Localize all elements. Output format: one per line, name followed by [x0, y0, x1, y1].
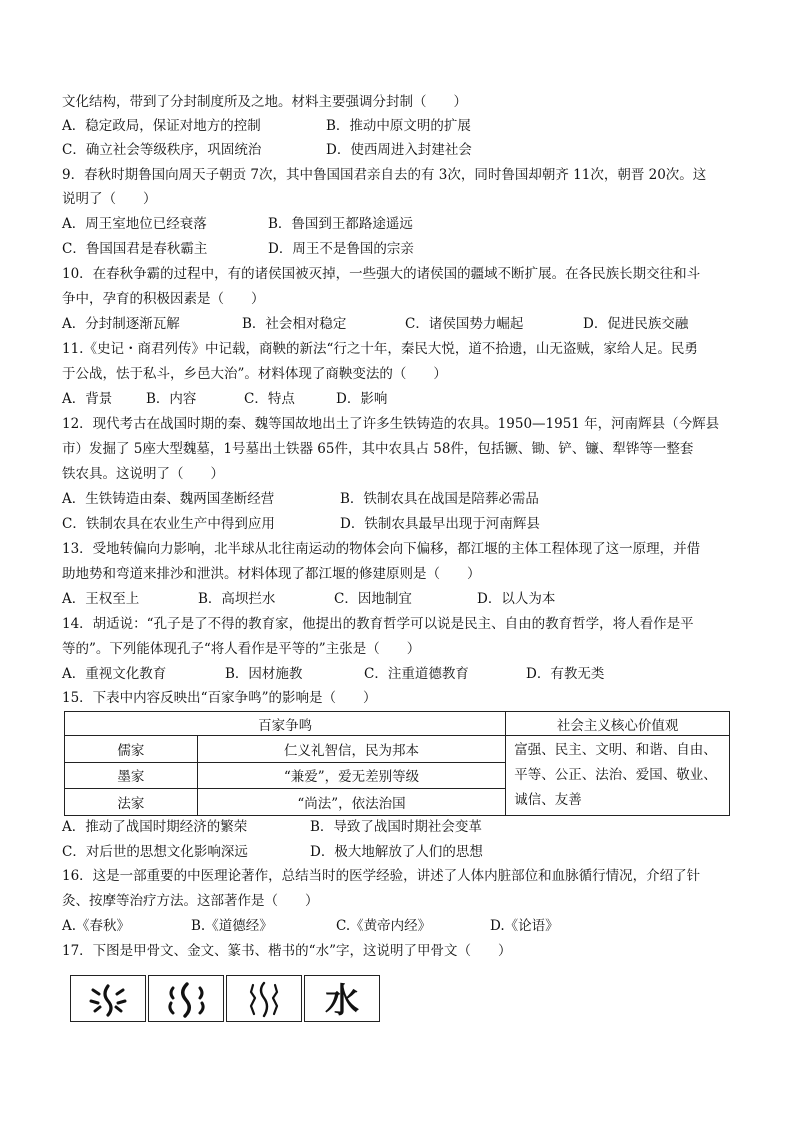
q8-option-a: A．稳定政局，保证对地方的控制 [62, 118, 261, 134]
q13-stem-line1: 13．受地转偏向力影响，北半球从北往南运动的物体会向下偏移，都江堰的主体工程体现了这一原理，并借 [62, 541, 701, 557]
q14-stem-line1: 14．胡适说：“孔子是了不得的教育家，他提出的教育哲学可以说是民主、自由的教育哲学，将人看作是平 [62, 616, 694, 632]
q10-option-c: C．诸侯国势力崛起 [405, 316, 524, 332]
q11-option-a: A．背景 [62, 391, 113, 407]
q12-option-d: D．铁制农具最早出现于河南辉县 [340, 516, 540, 532]
q14-option-d: D．有教无类 [526, 666, 605, 682]
table-row [65, 736, 730, 763]
table-cell-idea: “尚法”，依法治国 [197, 789, 506, 816]
q9-stem-line1: 9．春秋时期鲁国向周天子朝贡 7次，其中鲁国国君亲自去的有 3次，同时鲁国却朝齐 11次，朝晋 20次。这 [62, 167, 707, 183]
q13-option-b: B．高坝拦水 [198, 591, 276, 607]
q12-stem-line3: 铁农具。这说明了（ ） [62, 466, 224, 482]
q14-option-c: C．注重道德教育 [364, 666, 469, 682]
q11-option-b: B．内容 [146, 391, 197, 407]
q15-option-d: D．极大地解放了人们的思想 [310, 844, 483, 860]
q16-option-b: B.《道德经》 [191, 918, 273, 934]
table-header-hundred-schools: 百家争鸣 [65, 712, 506, 736]
regular-script-water-glyph [304, 975, 380, 1022]
q12-options-row1 [62, 490, 742, 508]
q8-stem: 文化结构，带到了分封制度所及之地。材料主要强调分封制（ ） [62, 94, 467, 110]
q11-option-c: C．特点 [244, 391, 295, 407]
q12-option-b: B．铁制农具在战国是陪葬必需品 [340, 491, 539, 507]
q10-options [62, 315, 742, 333]
q8-option-d: D．使西周进入封建社会 [326, 142, 472, 158]
q13-stem-line2: 助地势和弯道来排沙和泄洪。材料体现了都江堰的修建原则是（ ） [62, 566, 481, 582]
q9-option-d: D．周王不是鲁国的宗亲 [268, 241, 414, 257]
q11-stem-line1: 11.《史记・商君列传》中记载，商鞅的新法“行之十年，秦民大悦，道不拾遗，山无盗贼，家给人足。民勇 [62, 341, 698, 357]
q9-option-c: C．鲁国国君是春秋霸主 [62, 241, 208, 257]
q15-stem: 15．下表中内容反映出“百家争鸣”的影响是（ ） [62, 690, 377, 706]
q10-option-b: B．社会相对稳定 [242, 316, 347, 332]
q12-option-c: C．铁制农具在农业生产中得到应用 [62, 516, 275, 532]
water-character-evolution-figure [70, 975, 382, 1022]
q9-stem-line2: 说明了（ ） [62, 191, 157, 207]
q12-stem-line2: 市）发掘了 5座大型魏墓，1号墓出土铁器 65件，其中农具占 58件，包括镢、锄、铲、镰、犁铧等一整套 [62, 441, 694, 457]
q16-options [62, 917, 742, 935]
q12-option-a: A．生铁铸造由秦、魏两国垄断经营 [62, 491, 275, 507]
table-cell-school: 法家 [65, 789, 198, 816]
table-cell-school: 儒家 [65, 736, 198, 763]
bronze-script-water-glyph [148, 975, 224, 1022]
q10-stem-line2: 争中，孕育的积极因素是（ ） [62, 291, 265, 307]
q11-stem-line2: 于公战，怯于私斗，乡邑大治”。材料体现了商鞅变法的（ ） [62, 366, 447, 382]
q8-option-b: B．推动中原文明的扩展 [326, 118, 471, 134]
q17-stem: 17．下图是甲骨文、金文、篆书、楷书的“水”字，这说明了甲骨文（ ） [62, 943, 512, 959]
q8-options-row1 [62, 117, 742, 135]
q8-options-row2 [62, 141, 742, 159]
q11-options [62, 390, 742, 408]
q13-options [62, 590, 742, 608]
q15-option-a: A．推动了战国时期经济的繁荣 [62, 819, 248, 835]
q15-option-c: C．对后世的思想文化影响深远 [62, 844, 248, 860]
q15-options-row1 [62, 818, 742, 836]
q16-stem-line2: 灸、按摩等治疗方法。这部著作是（ ） [62, 893, 319, 909]
table-cell-idea: “兼爱”，爱无差别等级 [197, 762, 506, 789]
q12-stem-line1: 12．现代考古在战国时期的秦、魏等国故地出土了许多生铁铸造的农具。1950—1951 年，河南辉县（今辉县 [62, 416, 720, 432]
q12-options-row2 [62, 515, 742, 533]
q9-option-b: B．鲁国到王都路途遥远 [268, 216, 413, 232]
table-cell-core-values: 富强、民主、文明、和谐、自由、平等、公正、法治、爱国、敬业、诚信、友善 [506, 736, 730, 816]
q13-option-d: D．以人为本 [477, 591, 556, 607]
q16-stem-line1: 16．这是一部重要的中医理论著作，总结当时的医学经验，讲述了人体内脏部位和血脉循行情况，介绍了针 [62, 868, 701, 884]
table-cell-school: 墨家 [65, 762, 198, 789]
q14-option-a: A．重视文化教育 [62, 666, 167, 682]
q16-option-d: D.《论语》 [490, 918, 559, 934]
table-header-core-values: 社会主义核心价值观 [506, 712, 730, 736]
q16-option-a: A.《春秋》 [62, 918, 131, 934]
kaishu-water-character: 水 [325, 981, 359, 1021]
q15-options-row2 [62, 843, 742, 861]
q13-option-c: C．因地制宜 [334, 591, 412, 607]
q14-stem-line2: 等的”。下列能体现孔子“将人看作是平等的”主张是（ ） [62, 641, 421, 657]
q16-option-c: C.《黄帝内经》 [336, 918, 432, 934]
q10-option-a: A．分封制逐渐瓦解 [62, 316, 180, 332]
q13-option-a: A．王权至上 [62, 591, 140, 607]
q9-options-row2 [62, 240, 742, 258]
q15-option-b: B．导致了战国时期社会变革 [310, 819, 482, 835]
q14-option-b: B．因材施教 [225, 666, 303, 682]
oracle-bone-water-glyph [70, 975, 146, 1022]
q8-option-c: C．确立社会等级秩序，巩固统治 [62, 142, 262, 158]
q9-options-row1 [62, 215, 742, 233]
q11-option-d: D．影响 [336, 391, 388, 407]
hundred-schools-table [64, 711, 730, 816]
q10-option-d: D．促进民族交融 [583, 316, 689, 332]
q10-stem-line1: 10．在春秋争霸的过程中，有的诸侯国被灭掉，一些强大的诸侯国的疆域不断扩展。在各民族长期交往和斗 [62, 266, 701, 282]
q9-option-a: A．周王室地位已经衰落 [62, 216, 207, 232]
table-cell-idea: 仁义礼智信，民为邦本 [197, 736, 506, 763]
seal-script-water-glyph [226, 975, 302, 1022]
q14-options [62, 665, 742, 683]
